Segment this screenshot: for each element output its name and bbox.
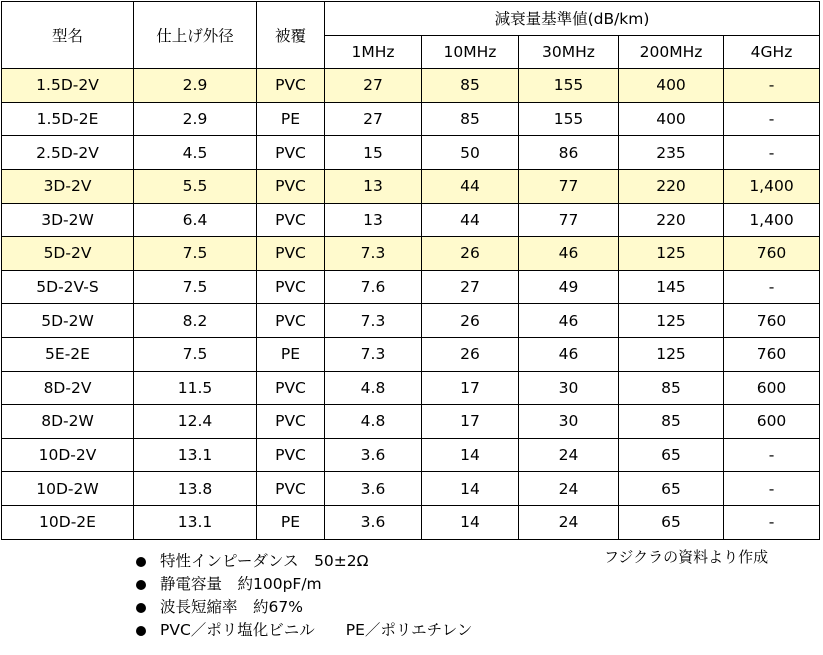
note-text: 静電容量 約100pF/m xyxy=(160,575,322,593)
cell-f1: 4.8 xyxy=(325,405,422,439)
cell-jacket: PVC xyxy=(257,270,325,304)
table-row xyxy=(2,169,820,203)
cell-jacket: PVC xyxy=(257,304,325,338)
cell-jacket: PE xyxy=(257,505,325,539)
cell-model: 8D-2W xyxy=(2,405,134,439)
cell-f200: 125 xyxy=(619,337,724,371)
table-row xyxy=(2,472,820,506)
cell-f30: 46 xyxy=(519,337,619,371)
note-materials xyxy=(136,619,472,642)
cell-f200: 125 xyxy=(619,237,724,271)
cell-od: 7.5 xyxy=(134,337,257,371)
cell-od: 11.5 xyxy=(134,371,257,405)
cell-f1: 27 xyxy=(325,102,422,136)
cell-f10: 14 xyxy=(422,472,519,506)
note-capacitance xyxy=(136,573,472,596)
cell-f200: 65 xyxy=(619,438,724,472)
bullet-icon xyxy=(136,603,146,613)
cell-f200: 235 xyxy=(619,136,724,170)
cell-od: 12.4 xyxy=(134,405,257,439)
bullet-icon xyxy=(136,557,146,567)
note-text: 特性インピーダンス 50±2Ω xyxy=(160,552,369,570)
cell-f1: 13 xyxy=(325,203,422,237)
cell-model: 3D-2V xyxy=(2,169,134,203)
cell-f4g: - xyxy=(724,505,820,539)
cell-od: 4.5 xyxy=(134,136,257,170)
cell-f200: 220 xyxy=(619,203,724,237)
cell-f30: 30 xyxy=(519,405,619,439)
cell-f4g: 1,400 xyxy=(724,169,820,203)
cell-jacket: PVC xyxy=(257,371,325,405)
cell-f200: 125 xyxy=(619,304,724,338)
header-freq-30mhz: 30MHz xyxy=(519,35,619,69)
cell-model: 10D-2V xyxy=(2,438,134,472)
table-row xyxy=(2,237,820,271)
cell-jacket: PVC xyxy=(257,438,325,472)
note-velocity-factor xyxy=(136,596,472,619)
source-credit: フジクラの資料より作成 xyxy=(604,548,769,566)
cell-f200: 85 xyxy=(619,371,724,405)
cell-jacket: PVC xyxy=(257,169,325,203)
cell-f10: 17 xyxy=(422,371,519,405)
cell-od: 13.1 xyxy=(134,505,257,539)
table-row xyxy=(2,102,820,136)
bullet-icon xyxy=(136,580,146,590)
cell-od: 8.2 xyxy=(134,304,257,338)
note-text: 波長短縮率 約67% xyxy=(160,598,303,616)
cell-jacket: PVC xyxy=(257,472,325,506)
header-freq-200mhz: 200MHz xyxy=(619,35,724,69)
table-row xyxy=(2,438,820,472)
cell-model: 8D-2V xyxy=(2,371,134,405)
cell-model: 3D-2W xyxy=(2,203,134,237)
table-row xyxy=(2,69,820,103)
cell-f1: 3.6 xyxy=(325,505,422,539)
cell-f4g: - xyxy=(724,102,820,136)
cell-f1: 13 xyxy=(325,169,422,203)
cell-model: 2.5D-2V xyxy=(2,136,134,170)
cell-model: 5D-2V-S xyxy=(2,270,134,304)
cell-f10: 14 xyxy=(422,438,519,472)
coax-spec-table xyxy=(1,1,820,540)
cell-f30: 46 xyxy=(519,304,619,338)
cell-f1: 3.6 xyxy=(325,472,422,506)
cell-od: 7.5 xyxy=(134,237,257,271)
cell-f1: 27 xyxy=(325,69,422,103)
table-row xyxy=(2,304,820,338)
table-row xyxy=(2,405,820,439)
cell-jacket: PVC xyxy=(257,203,325,237)
cell-f1: 7.3 xyxy=(325,337,422,371)
cell-f30: 24 xyxy=(519,505,619,539)
cell-od: 2.9 xyxy=(134,69,257,103)
cell-f10: 27 xyxy=(422,270,519,304)
table-row xyxy=(2,136,820,170)
cell-f4g: 600 xyxy=(724,371,820,405)
cell-od: 13.8 xyxy=(134,472,257,506)
note-text: PVC／ポリ塩化ビニル PE／ポリエチレン xyxy=(160,621,473,639)
cell-f200: 220 xyxy=(619,169,724,203)
cell-f200: 65 xyxy=(619,505,724,539)
table-row xyxy=(2,371,820,405)
cell-f30: 24 xyxy=(519,438,619,472)
cell-f10: 26 xyxy=(422,304,519,338)
cell-f4g: 760 xyxy=(724,304,820,338)
header-jacket: 被覆 xyxy=(257,2,325,69)
header-outer-diameter: 仕上げ外径 xyxy=(134,2,257,69)
notes-list xyxy=(136,550,472,642)
cell-od: 5.5 xyxy=(134,169,257,203)
cell-f1: 4.8 xyxy=(325,371,422,405)
cell-f30: 77 xyxy=(519,203,619,237)
cell-jacket: PVC xyxy=(257,136,325,170)
cell-model: 1.5D-2E xyxy=(2,102,134,136)
cell-jacket: PVC xyxy=(257,69,325,103)
cell-f200: 400 xyxy=(619,102,724,136)
cell-f4g: - xyxy=(724,472,820,506)
cell-f200: 85 xyxy=(619,405,724,439)
cell-f10: 26 xyxy=(422,337,519,371)
cell-f200: 65 xyxy=(619,472,724,506)
cell-model: 10D-2W xyxy=(2,472,134,506)
cell-f1: 15 xyxy=(325,136,422,170)
cell-f30: 46 xyxy=(519,237,619,271)
table-body xyxy=(2,69,820,539)
header-attenuation: 減衰量基準値(dB/km) xyxy=(325,2,820,36)
cell-f10: 50 xyxy=(422,136,519,170)
cell-f30: 155 xyxy=(519,102,619,136)
cell-od: 13.1 xyxy=(134,438,257,472)
cell-od: 7.5 xyxy=(134,270,257,304)
cell-model: 5D-2V xyxy=(2,237,134,271)
table-row xyxy=(2,337,820,371)
cell-f200: 145 xyxy=(619,270,724,304)
cell-model: 5E-2E xyxy=(2,337,134,371)
cell-od: 2.9 xyxy=(134,102,257,136)
header-freq-1mhz: 1MHz xyxy=(325,35,422,69)
cell-f30: 86 xyxy=(519,136,619,170)
cell-f1: 7.3 xyxy=(325,237,422,271)
table-row xyxy=(2,505,820,539)
cell-f10: 44 xyxy=(422,169,519,203)
cell-jacket: PE xyxy=(257,337,325,371)
cell-f4g: - xyxy=(724,270,820,304)
cell-f4g: - xyxy=(724,136,820,170)
cell-jacket: PVC xyxy=(257,405,325,439)
table-row xyxy=(2,270,820,304)
cell-f1: 7.3 xyxy=(325,304,422,338)
cell-f30: 77 xyxy=(519,169,619,203)
cell-f1: 7.6 xyxy=(325,270,422,304)
cell-f10: 17 xyxy=(422,405,519,439)
cell-model: 1.5D-2V xyxy=(2,69,134,103)
cell-f10: 14 xyxy=(422,505,519,539)
cell-f200: 400 xyxy=(619,69,724,103)
cell-f30: 24 xyxy=(519,472,619,506)
cell-f30: 49 xyxy=(519,270,619,304)
cell-f10: 85 xyxy=(422,102,519,136)
cell-f4g: 760 xyxy=(724,337,820,371)
cell-od: 6.4 xyxy=(134,203,257,237)
cell-jacket: PVC xyxy=(257,237,325,271)
cell-f4g: 600 xyxy=(724,405,820,439)
cell-f10: 85 xyxy=(422,69,519,103)
cell-f4g: 760 xyxy=(724,237,820,271)
cell-f4g: - xyxy=(724,438,820,472)
cell-model: 5D-2W xyxy=(2,304,134,338)
table-row xyxy=(2,203,820,237)
cell-f10: 26 xyxy=(422,237,519,271)
header-model: 型名 xyxy=(2,2,134,69)
cell-f30: 30 xyxy=(519,371,619,405)
header-freq-10mhz: 10MHz xyxy=(422,35,519,69)
header-freq-4ghz: 4GHz xyxy=(724,35,820,69)
cell-jacket: PE xyxy=(257,102,325,136)
cell-model: 10D-2E xyxy=(2,505,134,539)
cell-f30: 155 xyxy=(519,69,619,103)
cell-f10: 44 xyxy=(422,203,519,237)
note-impedance xyxy=(136,550,472,573)
cell-f1: 3.6 xyxy=(325,438,422,472)
bullet-icon xyxy=(136,626,146,636)
cell-f4g: - xyxy=(724,69,820,103)
cell-f4g: 1,400 xyxy=(724,203,820,237)
